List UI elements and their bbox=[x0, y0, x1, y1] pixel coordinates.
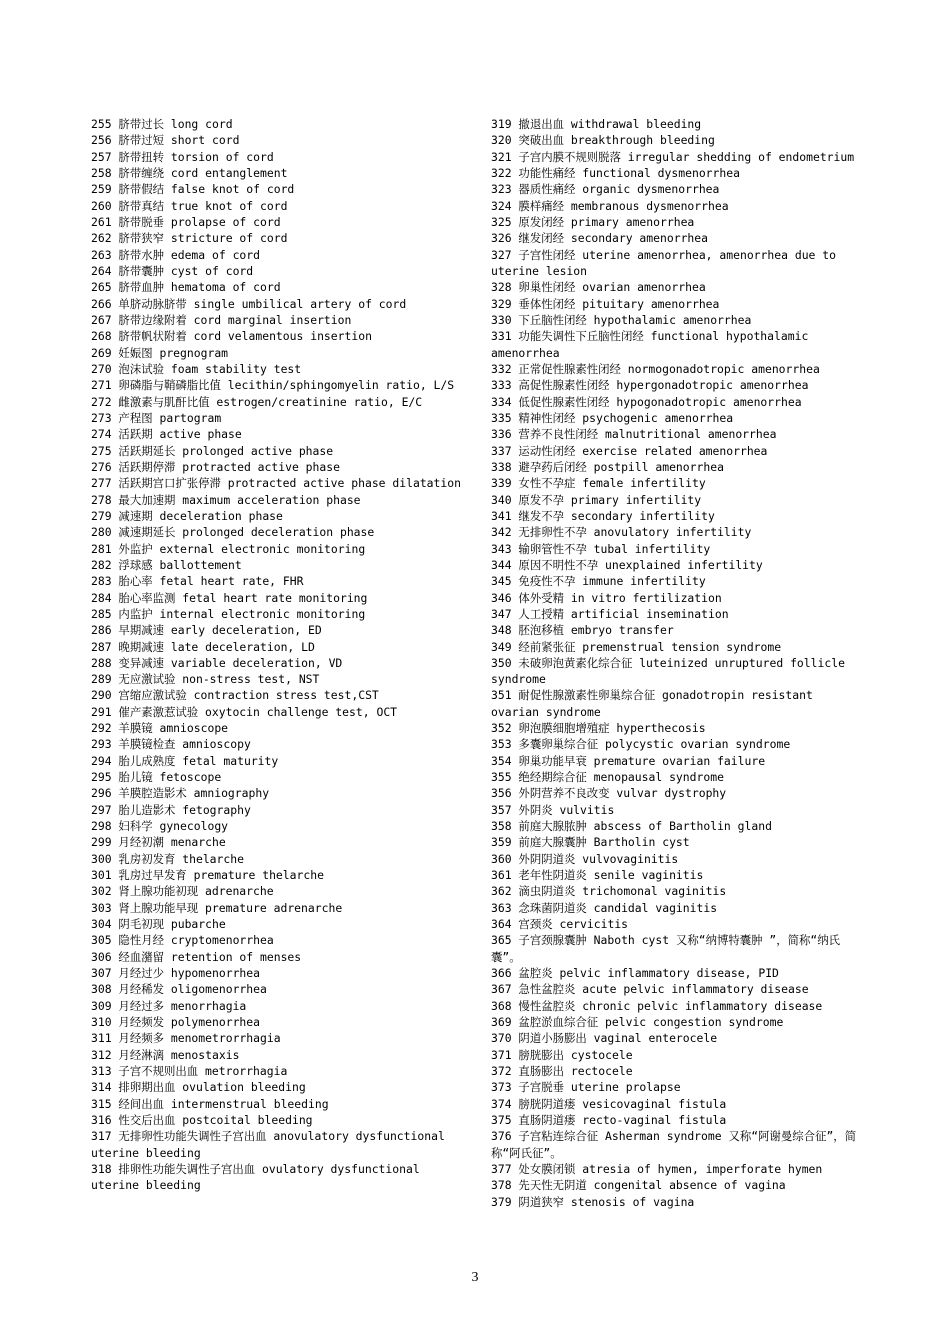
glossary-entry: 348 胚泡移植 embryo transfer bbox=[491, 623, 674, 638]
glossary-entry: 378 先天性无阴道 congenital absence of vagina bbox=[491, 1178, 786, 1193]
glossary-entry: 284 胎心率监测 fetal heart rate monitoring bbox=[91, 590, 368, 605]
glossary-entry: 351 耐促性腺激素性卵巢综合征 gonadotropin resistant ovarian syndrome bbox=[491, 688, 813, 719]
glossary-entry: 278 最大加速期 maximum acceleration phase bbox=[91, 492, 361, 507]
glossary-entry: 360 外阴阴道炎 vulvovaginitis bbox=[491, 851, 679, 866]
glossary-entry: 289 无应激试验 non-stress test, NST bbox=[91, 672, 320, 687]
glossary-entry: 337 运动性闭经 exercise related amenorrhea bbox=[491, 443, 768, 458]
glossary-entry: 355 绝经期综合征 menopausal syndrome bbox=[491, 770, 724, 785]
glossary-entry: 372 直肠膨出 rectocele bbox=[491, 1064, 633, 1079]
glossary-entry: 379 阴道狭窄 stenosis of vagina bbox=[491, 1194, 695, 1209]
glossary-entry: 342 无排卵性不孕 anovulatory infertility bbox=[491, 525, 752, 540]
glossary-entry: 367 急性盆腔炎 acute pelvic inflammatory disease bbox=[491, 982, 809, 997]
glossary-entry: 308 月经稀发 oligomenorrhea bbox=[91, 982, 267, 997]
glossary-entry: 347 人工授精 artificial insemination bbox=[491, 606, 729, 621]
glossary-entry: 326 继发闭经 secondary amenorrhea bbox=[491, 231, 709, 246]
glossary-entry: 350 未破卵泡黄素化综合征 luteinized unruptured follicle syndrome bbox=[491, 655, 845, 687]
glossary-entry: 255 脐带过长 long cord bbox=[91, 117, 233, 131]
glossary-entry: 286 早期减速 early deceleration, ED bbox=[91, 623, 322, 638]
left-column bbox=[91, 116, 469, 1194]
glossary-entry: 260 脐带真结 true knot of cord bbox=[91, 198, 288, 213]
glossary-entry: 276 活跃期停滞 protracted active phase bbox=[91, 459, 340, 474]
glossary-entry: 305 隐性月经 cryptomenorrhea bbox=[91, 933, 274, 948]
glossary-entry: 291 催产素激惹试验 oxytocin challenge test, OCT bbox=[91, 704, 398, 719]
glossary-entry: 264 脐带囊肿 cyst of cord bbox=[91, 263, 254, 278]
glossary-entry: 263 脐带水肿 edema of cord bbox=[91, 247, 261, 262]
glossary-entry: 361 老年性阴道炎 senile vaginitis bbox=[491, 868, 704, 883]
glossary-entry: 374 膀胱阴道瘘 vesicovaginal fistula bbox=[491, 1096, 727, 1111]
glossary-entry: 261 脐带脱垂 prolapse of cord bbox=[91, 214, 281, 229]
glossary-entry: 311 月经频多 menometrorrhagia bbox=[91, 1031, 281, 1046]
glossary-entry: 356 外阴营养不良改变 vulvar dystrophy bbox=[491, 786, 727, 801]
glossary-entry: 298 妇科学 gynecology bbox=[91, 819, 229, 834]
glossary-entry: 271 卵磷脂与鞘磷脂比值 lecithin/sphingomyelin ratio, L/S bbox=[91, 378, 455, 393]
glossary-entry: 319 撤退出血 withdrawal bleeding bbox=[491, 117, 702, 131]
glossary-entry: 370 阴道小肠膨出 vaginal enterocele bbox=[491, 1031, 718, 1046]
glossary-entry: 338 避孕药后闭经 postpill amenorrhea bbox=[491, 459, 724, 474]
glossary-entry: 335 精神性闭经 psychogenic amenorrhea bbox=[491, 410, 734, 425]
glossary-entry: 375 直肠阴道瘘 recto-vaginal fistula bbox=[491, 1113, 727, 1128]
glossary-entry: 287 晚期减速 late deceleration, LD bbox=[91, 639, 315, 654]
glossary-entry: 273 产程图 partogram bbox=[91, 410, 222, 425]
glossary-entry: 341 继发不孕 secondary infertility bbox=[491, 508, 715, 523]
glossary-entry: 279 减速期 deceleration phase bbox=[91, 508, 283, 523]
glossary-entry: 371 膀胱膨出 cystocele bbox=[491, 1047, 633, 1062]
glossary-entry: 306 经血潴留 retention of menses bbox=[91, 949, 302, 964]
glossary-entry: 282 浮球感 ballottement bbox=[91, 557, 242, 572]
glossary-entry: 328 卵巢性闭经 ovarian amenorrhea bbox=[491, 280, 706, 295]
glossary-entry: 290 宫缩应激试验 contraction stress test,CST bbox=[91, 688, 379, 703]
glossary-entry: 346 体外受精 in vitro fertilization bbox=[491, 590, 722, 605]
glossary-entry: 318 排卵性功能失调性子宫出血 ovulatory dysfunctional uterine bleeding bbox=[91, 1162, 420, 1193]
glossary-entry: 266 单脐动脉脐带 single umbilical artery of cord bbox=[91, 296, 407, 311]
glossary-entry: 334 低促性腺素性闭经 hypogonadotropic amenorrhea bbox=[491, 394, 802, 409]
glossary-entry: 259 脐带假结 false knot of cord bbox=[91, 182, 295, 197]
glossary-entry: 349 经前紧张征 premenstrual tension syndrome bbox=[491, 639, 782, 654]
glossary-entry: 294 胎儿成熟度 fetal maturity bbox=[91, 753, 279, 768]
glossary-entry: 257 脐带扭转 torsion of cord bbox=[91, 149, 274, 164]
glossary-entry: 373 子宫脱垂 uterine prolapse bbox=[491, 1080, 681, 1095]
glossary-entry: 292 羊膜镜 amnioscope bbox=[91, 721, 229, 736]
glossary-entry: 309 月经过多 menorrhagia bbox=[91, 998, 247, 1013]
glossary-entry: 368 慢性盆腔炎 chronic pelvic inflammatory disease bbox=[491, 998, 823, 1013]
glossary-entry: 362 滴虫阴道炎 trichomonal vaginitis bbox=[491, 884, 727, 899]
glossary-entry: 353 多囊卵巢综合征 polycystic ovarian syndrome bbox=[491, 737, 791, 752]
glossary-entry: 307 月经过少 hypomenorrhea bbox=[91, 966, 261, 981]
glossary-entry: 352 卵泡膜细胞增殖症 hyperthecosis bbox=[491, 721, 706, 736]
glossary-entry: 304 阴毛初现 pubarche bbox=[91, 917, 226, 932]
glossary-entry: 256 脐带过短 short cord bbox=[91, 133, 240, 148]
page-number: 3 bbox=[471, 1270, 479, 1285]
right-column bbox=[491, 116, 863, 1210]
glossary-entry: 332 正常促性腺素性闭经 normogonadotropic amenorrhea bbox=[491, 361, 820, 376]
glossary-entry: 269 妊娠图 pregnogram bbox=[91, 345, 229, 360]
glossary-entry: 262 脐带狭窄 stricture of cord bbox=[91, 231, 288, 246]
glossary-entry: 339 女性不孕症 female infertility bbox=[491, 476, 706, 491]
glossary-entry: 323 器质性痛经 organic dysmenorrhea bbox=[491, 182, 720, 197]
glossary-entry: 365 子宫颈腺囊肿 Naboth cyst 又称“纳博特囊肿 ”，简称“纳氏囊”。 bbox=[491, 933, 841, 964]
glossary-entry: 303 肾上腺功能早现 premature adrenarche bbox=[91, 900, 343, 915]
glossary-entry: 364 宫颈炎 cervicitis bbox=[491, 917, 629, 932]
glossary-entry: 301 乳房过早发育 premature thelarche bbox=[91, 868, 324, 883]
glossary-entry: 324 膜样痛经 membranous dysmenorrhea bbox=[491, 198, 729, 213]
glossary-entry: 369 盆腔淤血综合征 pelvic congestion syndrome bbox=[491, 1015, 784, 1030]
glossary-entry: 343 输卵管性不孕 tubal infertility bbox=[491, 541, 711, 556]
glossary-entry: 258 脐带缠绕 cord entanglement bbox=[91, 165, 288, 180]
glossary-entry: 316 性交后出血 postcoital bleeding bbox=[91, 1113, 313, 1128]
glossary-entry: 272 雌激素与肌酐比值 estrogen/creatinine ratio, E/C bbox=[91, 394, 423, 409]
glossary-entry: 300 乳房初发育 thelarche bbox=[91, 851, 244, 866]
glossary-entry: 312 月经淋漓 menostaxis bbox=[91, 1047, 240, 1062]
glossary-entry: 320 突破出血 breakthrough bleeding bbox=[491, 133, 715, 148]
glossary-entry: 270 泡沫试验 foam stability test bbox=[91, 361, 302, 376]
glossary-entry: 345 免疫性不孕 immune infertility bbox=[491, 574, 706, 589]
glossary-entry: 302 肾上腺功能初现 adrenarche bbox=[91, 884, 274, 899]
glossary-entry: 285 内监护 internal electronic monitoring bbox=[91, 606, 366, 621]
glossary-entry: 322 功能性痛经 functional dysmenorrhea bbox=[491, 165, 740, 180]
glossary-entry: 313 子宫不规则出血 metrorrhagia bbox=[91, 1064, 288, 1079]
glossary-entry: 376 子宫粘连综合征 Asherman syndrome 又称“阿谢曼综合征”，简称“阿氏征”。 bbox=[491, 1129, 857, 1160]
glossary-entry: 377 处女膜闭锁 atresia of hymen, imperforate hymen bbox=[491, 1162, 823, 1176]
glossary-entry: 354 卵巢功能早衰 premature ovarian failure bbox=[491, 753, 766, 768]
glossary-entry: 331 功能失调性下丘脑性闭经 functional hypothalamic amenorrhea bbox=[491, 329, 809, 360]
glossary-entry: 330 下丘脑性闭经 hypothalamic amenorrhea bbox=[491, 312, 752, 327]
glossary-entry: 358 前庭大腺脓肿 abscess of Bartholin gland bbox=[491, 819, 772, 834]
glossary-entry: 295 胎儿镜 fetoscope bbox=[91, 770, 222, 785]
glossary-entry: 317 无排卵性功能失调性子宫出血 anovulatory dysfunctional uterine bleeding bbox=[91, 1129, 445, 1160]
glossary-entry: 265 脐带血肿 hematoma of cord bbox=[91, 280, 281, 295]
glossary-entry: 336 营养不良性闭经 malnutritional amenorrhea bbox=[491, 427, 777, 442]
glossary-entry: 314 排卵期出血 ovulation bleeding bbox=[91, 1080, 306, 1095]
glossary-entry: 296 羊膜腔造影术 amniography bbox=[91, 786, 270, 801]
glossary-entry: 288 变异减速 variable deceleration, VD bbox=[91, 655, 343, 670]
glossary-entry: 297 胎儿造影术 fetography bbox=[91, 802, 251, 817]
glossary-entry: 325 原发闭经 primary amenorrhea bbox=[491, 214, 695, 229]
glossary-entry: 281 外监护 external electronic monitoring bbox=[91, 541, 366, 556]
glossary-entry: 283 胎心率 fetal heart rate, FHR bbox=[91, 574, 304, 589]
glossary-entry: 327 子宫性闭经 uterine amenorrhea, amenorrhea due to uterine lesion bbox=[491, 247, 836, 278]
glossary-entry: 274 活跃期 active phase bbox=[91, 427, 242, 442]
glossary-entry: 363 念珠菌阴道炎 candidal vaginitis bbox=[491, 900, 718, 915]
glossary-entry: 299 月经初潮 menarche bbox=[91, 835, 226, 850]
glossary-entry: 315 经间出血 intermenstrual bleeding bbox=[91, 1096, 329, 1111]
glossary-entry: 357 外阴炎 vulvitis bbox=[491, 802, 615, 817]
glossary-entry: 293 羊膜镜检查 amnioscopy bbox=[91, 737, 251, 752]
glossary-entry: 280 减速期延长 prolonged deceleration phase bbox=[91, 525, 375, 540]
glossary-entry: 366 盆腔炎 pelvic inflammatory disease, PID bbox=[491, 966, 779, 981]
glossary-entry: 310 月经频发 polymenorrhea bbox=[91, 1015, 261, 1030]
glossary-entry: 321 子宫内膜不规则脱落 irregular shedding of endometrium bbox=[491, 149, 855, 164]
glossary-entry: 359 前庭大腺囊肿 Bartholin cyst bbox=[491, 835, 690, 850]
glossary-entry: 340 原发不孕 primary infertility bbox=[491, 492, 702, 507]
glossary-entry: 268 脐带帆状附着 cord velamentous insertion bbox=[91, 329, 372, 344]
glossary-entry: 333 高促性腺素性闭经 hypergonadotropic amenorrhea bbox=[491, 378, 809, 393]
glossary-entry: 329 垂体性闭经 pituitary amenorrhea bbox=[491, 296, 720, 311]
glossary-entry: 344 原因不明性不孕 unexplained infertility bbox=[491, 557, 763, 572]
glossary-entry: 277 活跃期宫口扩张停滞 protracted active phase dilatation bbox=[91, 476, 461, 491]
glossary-entry: 267 脐带边缘附着 cord marginal insertion bbox=[91, 312, 352, 327]
glossary-entry: 275 活跃期延长 prolonged active phase bbox=[91, 443, 334, 458]
